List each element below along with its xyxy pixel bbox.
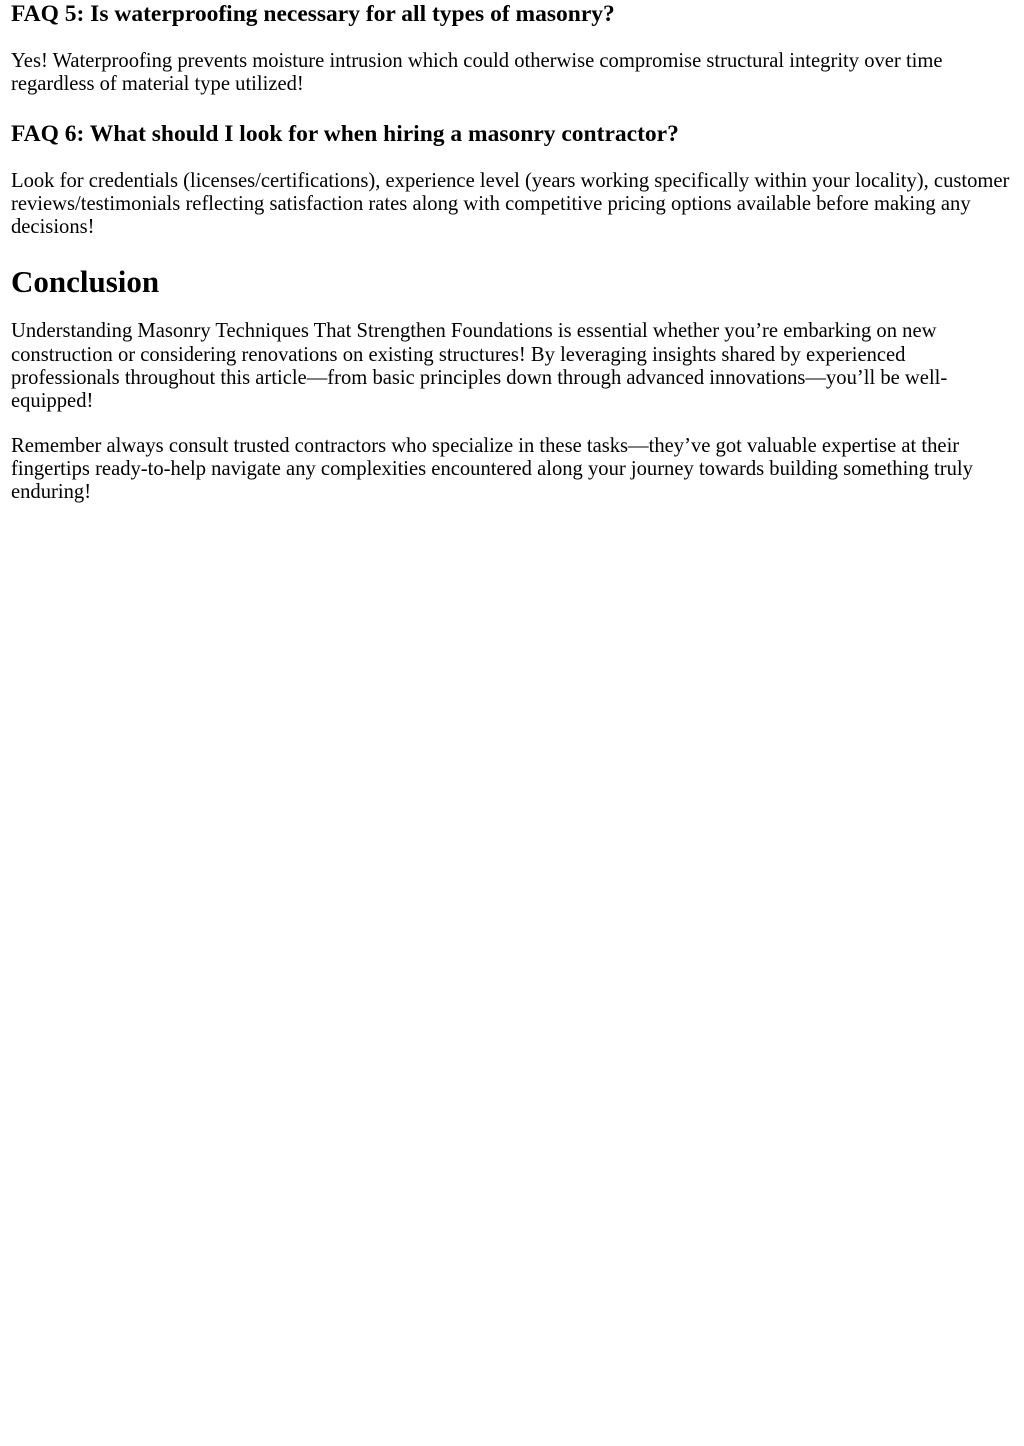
- faq-question: FAQ 5: Is waterproofing necessary for all types of masonry?: [11, 1, 615, 27]
- faq-question: FAQ 6: What should I look for when hiring a masonry contractor?: [11, 120, 679, 147]
- conclusion-section: [11, 264, 1013, 504]
- article-content: [11, 0, 1013, 505]
- faq-item-5: [11, 0, 1013, 97]
- conclusion-paragraph: Remember always consult trusted contractors who specialize in these tasks—they’ve got valuable expertise at their fingertips ready-to-help navigate any complexities encountered along your journey towards building something truly enduring!: [11, 434, 973, 504]
- conclusion-paragraph: Understanding Masonry Techniques That Strengthen Foundations is essential whether you’re embarking on new construction or considering renovations on existing structures! By leveraging insights shared by experienced professionals throughout this article—from basic principles down through advanced innovations—you’ll be well-equipped!: [11, 320, 948, 413]
- faq-answer: Yes! Waterproofing prevents moisture intrusion which could otherwise compromise structural integrity over time regardless of material type utilized!: [11, 50, 943, 96]
- faq-item-6: [11, 121, 1013, 240]
- faq-answer: Look for credentials (licenses/certifications), experience level (years working specifically within your locality), customer reviews/testimonials reflecting satisfaction rates along with competitive pricing options available before making any decisions!: [11, 169, 1010, 239]
- conclusion-heading: Conclusion: [11, 264, 160, 300]
